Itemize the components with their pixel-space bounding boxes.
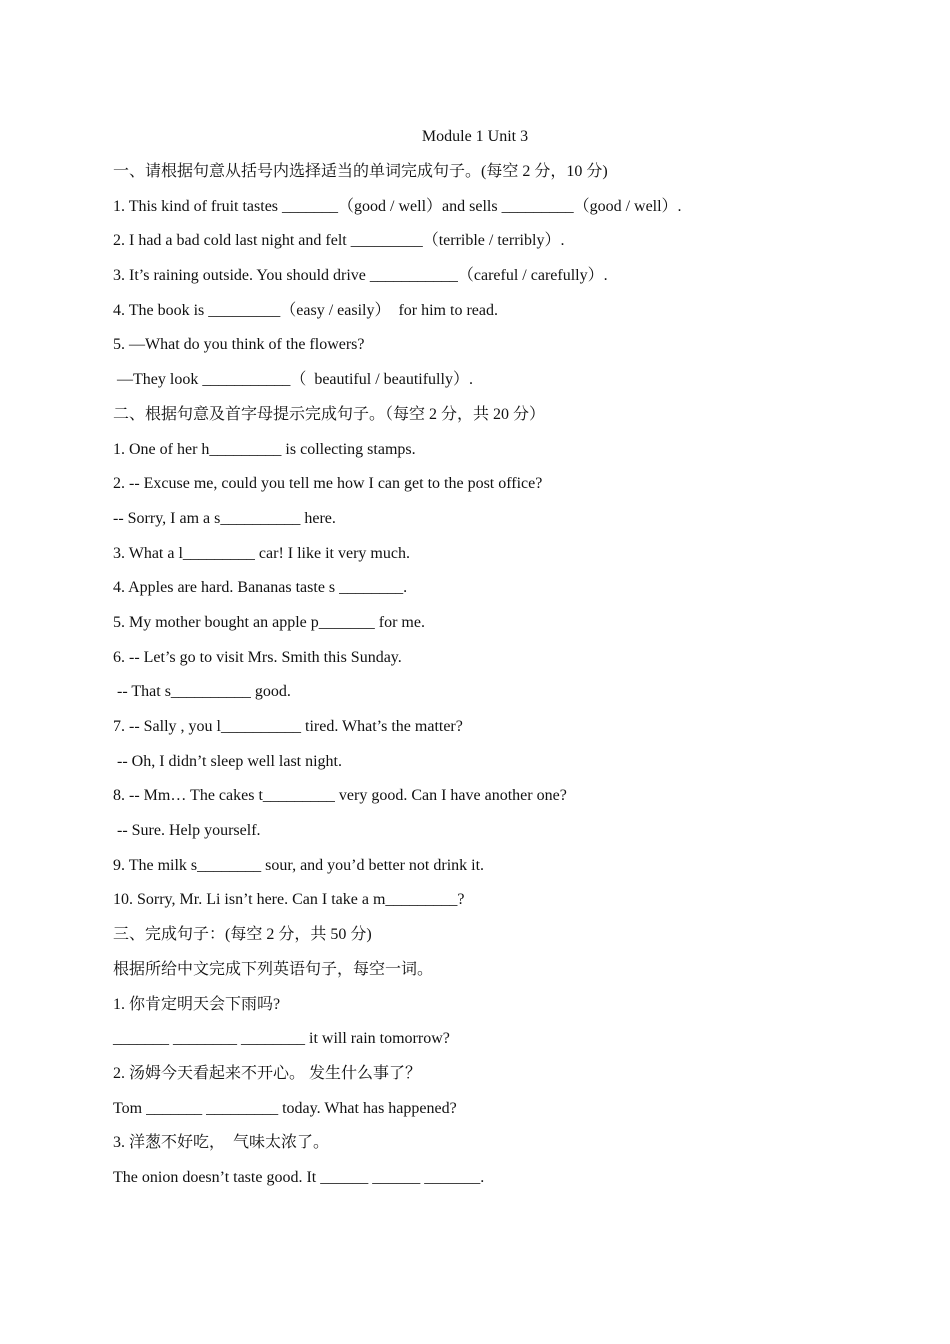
document-line: 3. What a l_________ car! I like it very much. [113,544,410,562]
document-line: The onion doesn’t taste good. It ______ ______ _______. [113,1168,485,1186]
document-line: 4. The book is _________（easy / easily） for him to read. [113,301,498,319]
document-line: -- Sure. Help yourself. [113,822,261,840]
document-line: 8. -- Mm… The cakes t_________ very good. Can I have another one? [113,787,567,805]
document-line: 7. -- Sally , you l__________ tired. What’s the matter? [113,718,463,735]
document-line: 根据所给中文完成下列英语句子，每空一词。 [113,960,434,978]
document-line: 10. Sorry, Mr. Li isn’t here. Can I take a m_________? [113,891,465,909]
document-line: 三、完成句子：(每空 2 分，共 50 分) [113,926,372,944]
document-line: 3. It’s raining outside. You should drive ___________（careful / carefully）. [113,267,608,285]
document-line: -- Sorry, I am a s__________ here. [113,509,336,527]
document-line: _______ ________ ________ it will rain tomorrow? [113,1030,450,1048]
document-line: 一、请根据句意从括号内选择适当的单词完成句子。(每空 2 分，10 分) [113,163,608,180]
document-line: 5. —What do you think of the flowers? [113,336,365,354]
document-line: 9. The milk s________ sour, and you’d better not drink it. [113,856,485,874]
document-body [113,161,873,1202]
document-line: Tom _______ _________ today. What has happened? [113,1099,457,1117]
document-line: 2. I had a bad cold last night and felt _________（terrible / terribly）. [113,232,565,250]
page-title: Module 1 Unit 3 [421,128,529,145]
document-line: 1. 你肯定明天会下雨吗? [113,995,281,1013]
document-line: 6. -- Let’s go to visit Mrs. Smith this Sunday. [113,648,402,666]
document-line: 5. My mother bought an apple p_______ for me. [113,613,425,631]
document-line: 1. This kind of fruit tastes _______（good / well）and sells _________（good / well）. [113,197,682,215]
document-line: —They look ___________（ beautiful / beautifully）. [113,371,473,389]
document-line: 3. 洋葱不好吃， 气味太浓了。 [113,1134,330,1152]
document-line: -- That s__________ good. [113,683,291,701]
document-line: 1. One of her h_________ is collecting stamps. [113,440,416,458]
document-line: -- Oh, I didn’t sleep well last night. [113,752,342,770]
document-line: 2. 汤姆今天看起来不开心。 发生什么事了？ [113,1064,422,1082]
document-line: 4. Apples are hard. Bananas taste s ________. [113,579,408,597]
document-line: 二、根据句意及首字母提示完成句子。（每空 2 分，共 20 分） [113,405,546,423]
document-line: 2. -- Excuse me, could you tell me how I can get to the post office? [113,475,543,493]
